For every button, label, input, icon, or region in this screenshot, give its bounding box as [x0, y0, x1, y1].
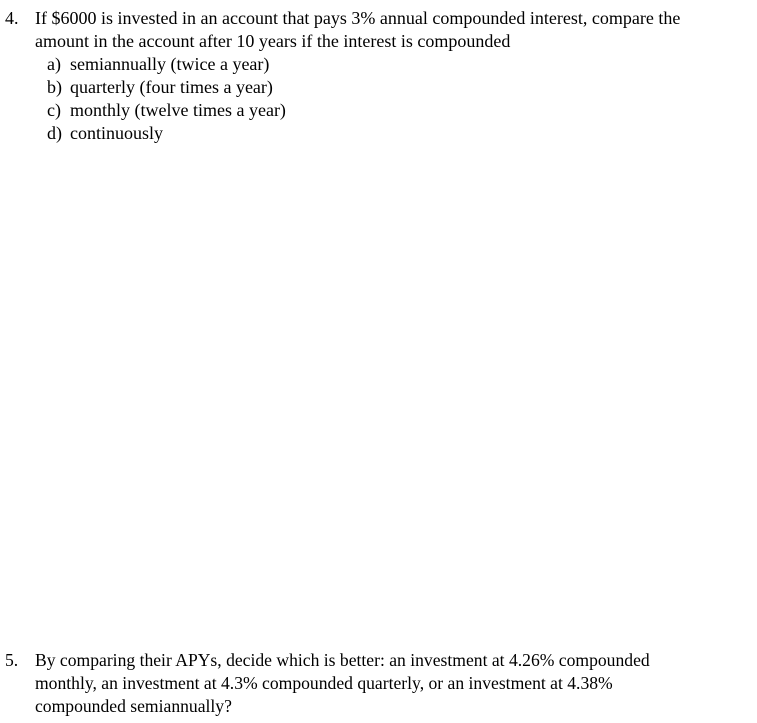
part-letter: b) — [47, 77, 62, 97]
part-text: monthly (twelve times a year) — [70, 100, 286, 120]
problem-4-text-line: If $6000 is invested in an account that pays 3% annual compounded interest, compare the — [35, 8, 681, 28]
part-letter: c) — [47, 100, 61, 120]
problem-5 — [0, 649, 757, 718]
problem-5-line-3 — [0, 695, 757, 718]
problem-5-line-2 — [0, 672, 757, 695]
problem-5-text-line: By comparing their APYs, decide which is better: an investment at 4.26% compounded — [35, 650, 650, 670]
problem-5-text-line: monthly, an investment at 4.3% compounded quarterly, or an investment at 4.38% — [35, 673, 613, 693]
problem-4 — [0, 7, 757, 145]
part-text: quarterly (four times a year) — [70, 77, 273, 97]
part-letter: d) — [47, 123, 62, 143]
problem-5-text-line: compounded semiannually? — [35, 696, 232, 716]
problem-4-text-line: amount in the account after 10 years if the interest is compounded — [35, 31, 511, 51]
problem-4-line-2 — [0, 30, 757, 53]
problem-5-number: 5. — [5, 650, 19, 670]
problem-4-number: 4. — [5, 8, 19, 28]
problem-4-part-b — [0, 76, 757, 99]
part-text: semiannually (twice a year) — [70, 54, 270, 74]
problem-4-part-a — [0, 53, 757, 76]
problem-4-part-c — [0, 99, 757, 122]
problem-4-line-1 — [0, 7, 757, 30]
problem-4-part-d — [0, 122, 757, 145]
part-letter: a) — [47, 54, 61, 74]
part-text: continuously — [70, 123, 163, 143]
problem-5-line-1 — [0, 649, 757, 672]
